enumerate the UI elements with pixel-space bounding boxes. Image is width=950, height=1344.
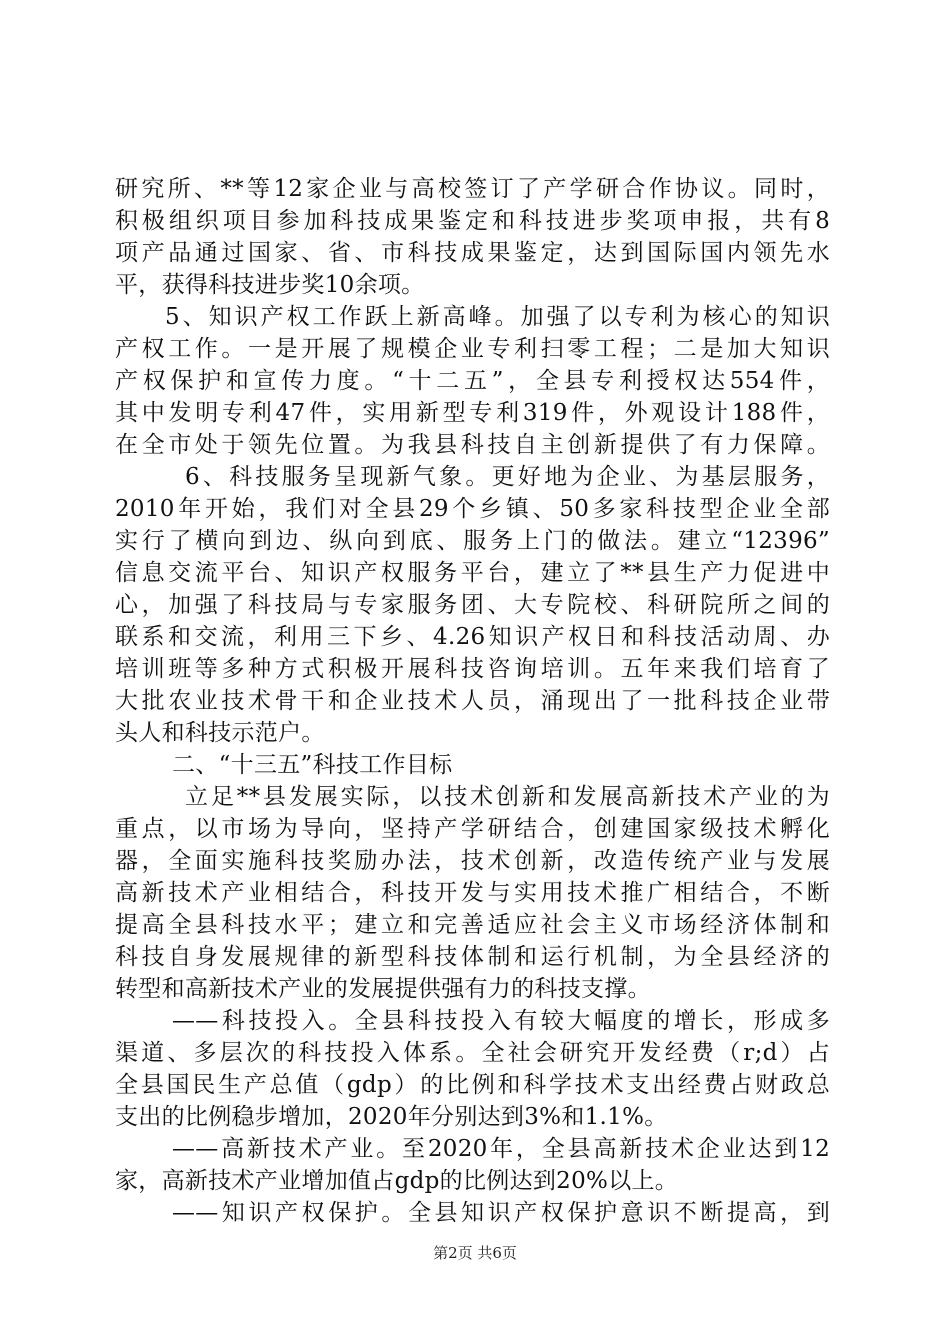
text-line: 产权保护和宣传力度。“十二五”，全县专利授权达554件， <box>115 368 830 394</box>
text-line: 实行了横向到边、纵向到底、服务上门的做法。建立“12396” <box>115 528 830 554</box>
text-line: 器，全面实施科技奖励办法，技术创新，改造传统产业与发展 <box>115 848 830 874</box>
text-line: 其中发明专利47件，实用新型专利319件，外观设计188件， <box>115 400 830 426</box>
text-line: 渠道、多层次的科技投入体系。全社会研究开发经费（r;d）占 <box>115 1040 830 1066</box>
text-line: 在全市处于领先位置。为我县科技自主创新提供了有力保障。 <box>115 432 830 458</box>
text-line: 高新技术产业相结合，科技开发与实用技术推广相结合，不断 <box>115 880 830 906</box>
text-line: 积极组织项目参加科技成果鉴定和科技进步奖项申报，共有8 <box>115 208 830 234</box>
text-line: 全县国民生产总值（gdp）的比例和科学技术支出经费占财政总 <box>115 1072 830 1098</box>
text-line: 2010年开始，我们对全县29个乡镇、50多家科技型企业全部 <box>115 496 830 522</box>
text-line: 联系和交流，利用三下乡、4.26知识产权日和科技活动周、办 <box>115 624 830 650</box>
text-line: 头人和科技示范户。 <box>115 720 325 746</box>
text-line: ——科技投入。全县科技投入有较大幅度的增长，形成多 <box>172 1008 830 1034</box>
text-line: 5、知识产权工作跃上新高峰。加强了以专利为核心的知识 <box>165 304 830 330</box>
text-line: 二、“十三五”科技工作目标 <box>172 752 453 778</box>
text-line: 提高全县科技水平；建立和完善适应社会主义市场经济体制和 <box>115 912 830 938</box>
text-line: 培训班等多种方式积极开展科技咨询培训。五年来我们培育了 <box>115 656 830 682</box>
text-line: ——高新技术产业。至2020年，全县高新技术企业达到12 <box>172 1136 830 1162</box>
page-number-footer: 第2页 共6页 <box>433 1244 517 1262</box>
text-line: 产权工作。一是开展了规模企业专利扫零工程；二是加大知识 <box>115 336 830 362</box>
text-line: 支出的比例稳步增加，2020年分别达到3%和1.1%。 <box>115 1104 668 1130</box>
text-line: 6、科技服务呈现新气象。更好地为企业、为基层服务， <box>185 464 830 490</box>
text-line: ——知识产权保护。全县知识产权保护意识不断提高，到 <box>172 1200 830 1226</box>
text-line: 项产品通过国家、省、市科技成果鉴定，达到国际国内领先水 <box>115 240 830 266</box>
text-line: 大批农业技术骨干和企业技术人员，涌现出了一批科技企业带 <box>115 688 830 714</box>
text-line: 研究所、**等12家企业与高校签订了产学研合作协议。同时， <box>115 176 830 202</box>
text-line: 信息交流平台、知识产权服务平台，建立了**县生产力促进中 <box>115 560 830 586</box>
text-line: 家，高新技术产业增加值占gdp的比例达到20%以上。 <box>115 1168 679 1194</box>
text-line: 平，获得科技进步奖10余项。 <box>115 272 425 298</box>
text-line: 立足**县发展实际，以技术创新和发展高新技术产业的为 <box>185 784 830 810</box>
text-line: 心，加强了科技局与专家服务团、大专院校、科研院所之间的 <box>115 592 830 618</box>
text-line: 重点，以市场为导向，坚持产学研结合，创建国家级技术孵化 <box>115 816 830 842</box>
text-line: 科技自身发展规律的新型科技体制和运行机制，为全县经济的 <box>115 944 830 970</box>
document-body <box>115 173 830 1229</box>
text-line: 转型和高新技术产业的发展提供强有力的科技支撑。 <box>115 976 651 1002</box>
